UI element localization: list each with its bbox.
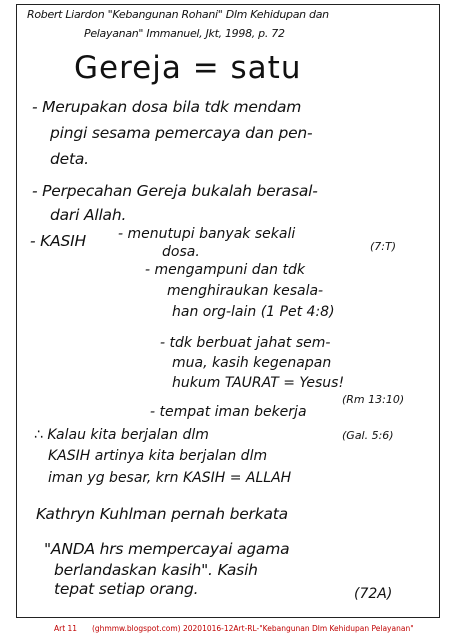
kasih-a-line2: dosa. xyxy=(162,244,200,260)
kasih-d-line1: - tempat iman bekerja xyxy=(150,404,307,420)
kasih-c-line3: hukum TAURAT = Yesus! xyxy=(172,375,345,391)
note-line3: iman yg besar, krn KASIH = ALLAH xyxy=(48,470,292,486)
note-ref: (Gal. 5:6) xyxy=(342,429,394,442)
quote-line4: tepat setiap orang. xyxy=(54,580,199,598)
kasih-a-line1: - menutupi banyak sekali xyxy=(118,226,296,242)
note-line2: KASIH artinya kita berjalan dlm xyxy=(48,448,268,464)
kasih-c-line1: - tdk berbuat jahat sem- xyxy=(160,335,331,351)
item2-line2: dari Allah. xyxy=(50,206,127,224)
page-title: Gereja = satu xyxy=(74,50,302,86)
item1-line1: - Merupakan dosa bila tdk mendam xyxy=(32,98,302,116)
kasih-c-line2: mua, kasih kegenapan xyxy=(172,355,332,371)
kasih-b-line3: han org-lain (1 Pet 4:8) xyxy=(172,304,335,320)
kasih-label: - KASIH xyxy=(30,232,86,250)
note-line1: ∴ Kalau kita berjalan dlm xyxy=(34,427,209,443)
quote-line2: "ANDA hrs mempercayai agama xyxy=(44,540,290,558)
quote-line3: berlandaskan kasih". Kasih xyxy=(54,561,258,579)
source-line-2: Pelayanan" Immanuel, Jkt, 1998, p. 72 xyxy=(84,27,285,40)
source-line-1: Robert Liardon "Kebangunan Rohani" Dlm Kehidupan dan xyxy=(27,8,329,21)
item1-line3: deta. xyxy=(50,150,89,168)
quote-ref: (72A) xyxy=(354,586,393,602)
kasih-b-line2: menghiraukan kesala- xyxy=(167,283,324,299)
kasih-c-ref: (Rm 13:10) xyxy=(342,393,405,406)
footer xyxy=(0,624,452,638)
kasih-b-line1: - mengampuni dan tdk xyxy=(145,262,305,278)
footer-right: (ghmmw.blogspot.com) 20201016-12Art-RL-"Kebangunan Dlm Kehidupan Pelayanan" xyxy=(92,624,414,633)
kasih-a-ref: (7:T) xyxy=(370,240,397,253)
quote-line1: Kathryn Kuhlman pernah berkata xyxy=(36,505,288,523)
item2-line1: - Perpecahan Gereja bukalah berasal- xyxy=(32,182,318,200)
item1-line2: pingi sesama pemercaya dan pen- xyxy=(50,124,313,142)
footer-left: Art 11 xyxy=(54,624,78,633)
